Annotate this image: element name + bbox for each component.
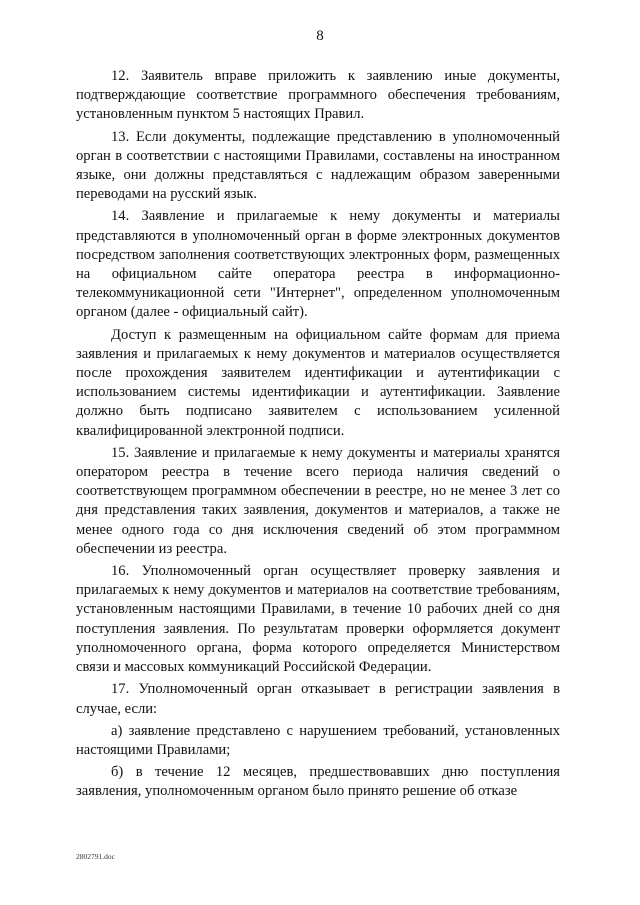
paragraph-15: 15. Заявление и прилагаемые к нему документы и материалы хранятся оператором реестра в течение всего периода наличия сведений о соответствующем программном обеспечении в реестре, но не менее 3 лет со дня представления таких заявления, документов и материалов, а также не менее одного года со дня исключения сведений об этом программном обеспечении из реестра. [76,444,560,557]
page-number: 8 [316,28,324,44]
paragraph-17-b: б) в течение 12 месяцев, предшествовавших дню поступления заявления, уполномоченным органом было принято решение об отказе [76,764,560,800]
paragraph-13: 13. Если документы, подлежащие представлению в уполномоченный орган в соответствии с настоящими Правилами, составлены на иностранном языке, они должны представляться с надлежащим образом заверенными переводами на русский язык. [76,128,560,203]
paragraph-17: 17. Уполномоченный орган отказывает в регистрации заявления в случае, если: [76,681,560,717]
body-text [76,67,560,805]
paragraph-16: 16. Уполномоченный орган осуществляет проверку заявления и прилагаемых к нему документов и материалов на соответствие требованиям, установленным настоящими Правилами, в течение 10 рабочих дней со дня поступления заявления. По результатам проверки оформляется документ уполномоченного органа, форма которого определяется Министерством связи и массовых коммуникаций Российской Федерации. [76,563,560,676]
paragraph-12: 12. Заявитель вправе приложить к заявлению иные документы, подтверждающие соответствие программного обеспечения требованиям, установленным пунктом 5 настоящих Правил. [76,68,560,123]
paragraph-access: Доступ к размещенным на официальном сайте формам для приема заявления и прилагаемых к нему документов и материалов осуществляется после прохождения заявителем идентификации и аутентификации с использованием системы идентификации и аутентификации. Заявление должно быть подписано заявителем с использованием усиленной квалифицированной электронной подписи. [76,326,560,439]
footer-file-code: 2802791.doc [76,852,115,861]
paragraph-14: 14. Заявление и прилагаемые к нему документы и материалы представляются в уполномоченный орган в форме электронных документов посредством заполнения соответствующих электронных форм, размещенных на официальном сайте оператора реестра в информационно-телекоммуникационной сети "Интернет", определенном уполномоченным органом (далее - официальный сайт). [76,208,560,321]
paragraph-17-a: а) заявление представлено с нарушением требований, установленных настоящими Правилами; [76,722,560,758]
